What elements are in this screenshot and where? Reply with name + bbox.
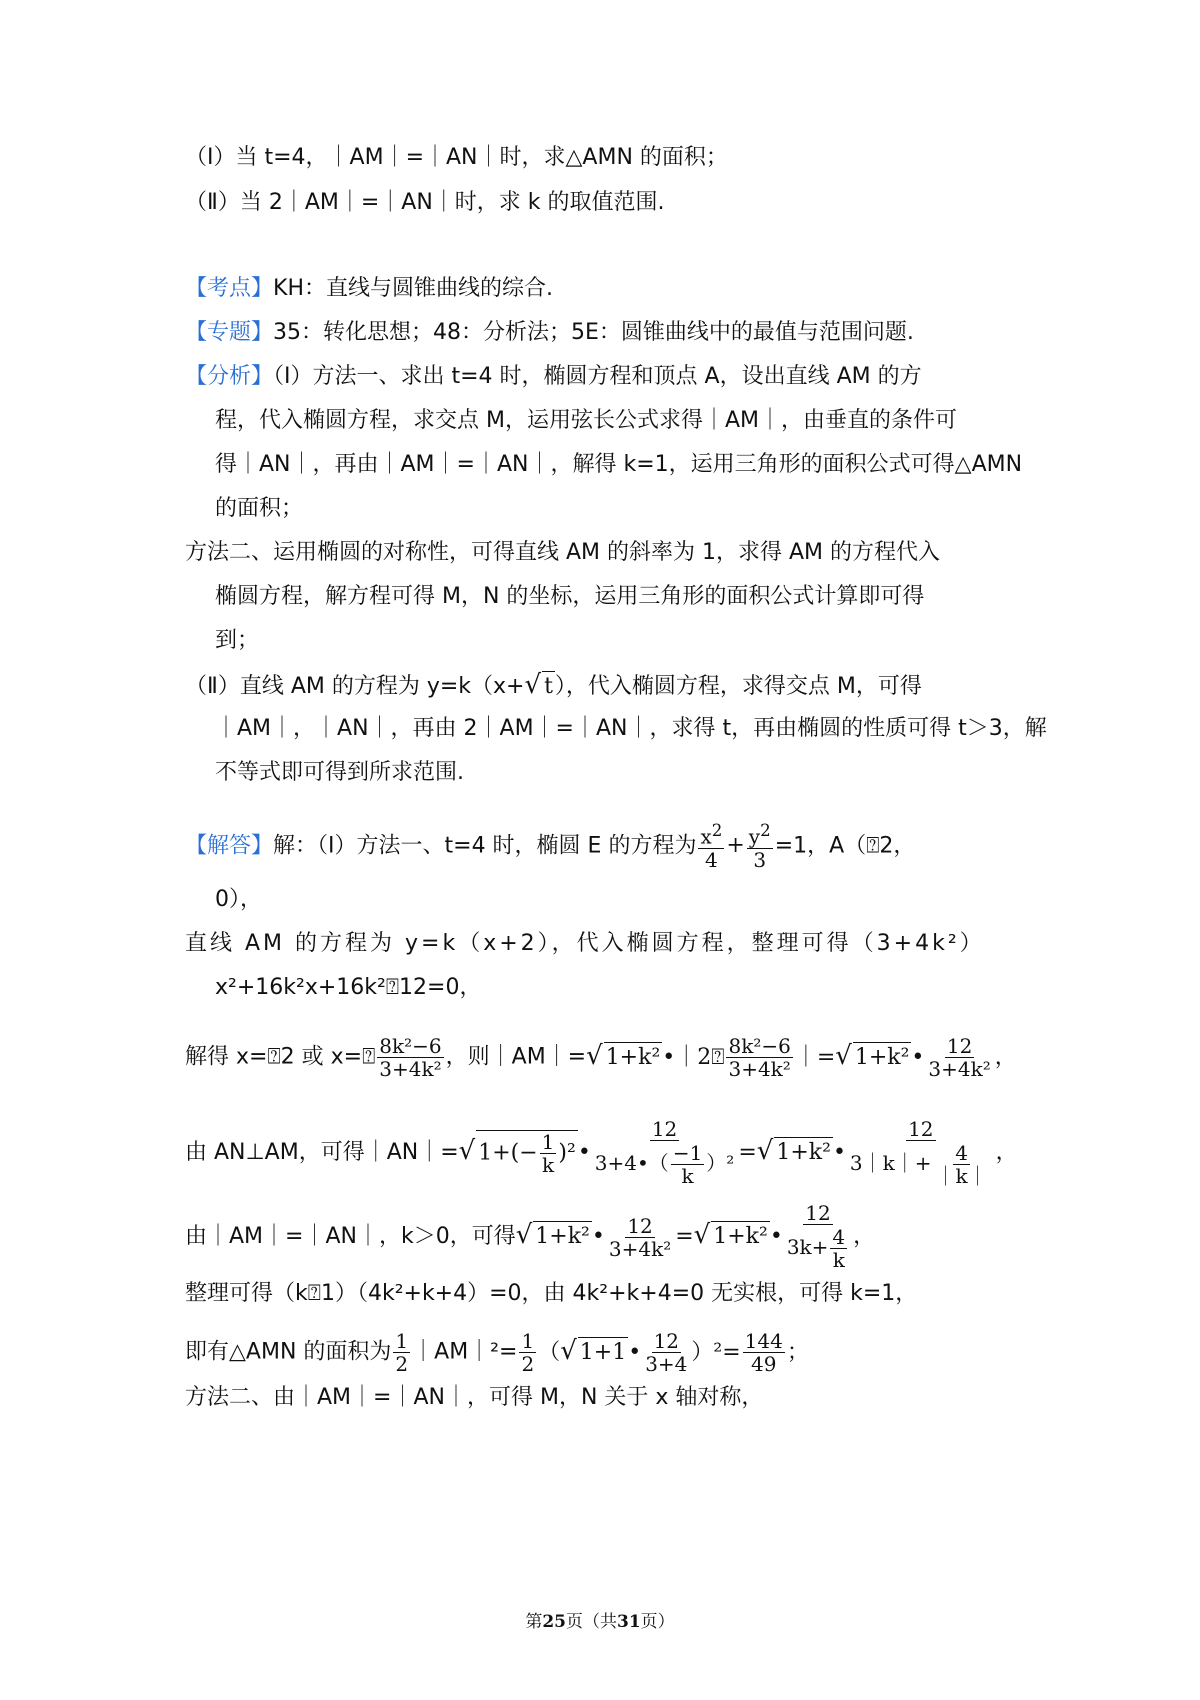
jieda-factor: 整理可得（k⍰1）（4k²+k+4）=0，由 4k²+k+4=0 无实根，可得 k=1， <box>185 1281 918 1306</box>
jieda-method-2: 方法二、由｜AM｜=｜AN｜，可得 M，N 关于 x 轴对称， <box>185 1385 764 1410</box>
zhuanti <box>185 318 914 348</box>
jieda-quad-eq: x²+16k²x+16k²⍰12=0， <box>215 975 482 1000</box>
jieda-solve-x: 解得 x=⍰2 或 x=⍰ $\frac{\text{8k²−6}}{\text{3+4k²}}$ ，则｜AM｜=√ 1+k²•｜2⍰ $\frac{\text{8k²−6}}{\text{3+4k²}}$ ｜=√ 1+k²• $\frac{12}{\text{3+4k²}}$ ， <box>185 1034 1017 1081</box>
jieda-eq-cond: 由｜AM｜=｜AN｜，k＞0，可得√ 1+k²• $\frac{12}{\text{3+4k²}}$ =√ 1+k²• 12 3k+ $\frac{4}{k}$ ， <box>185 1201 876 1272</box>
jieda-area: 即有△AMN 的面积为 $\frac{1}{2}$ ｜AM｜²= $\frac{1}{2}$ （√ 1+1• $\frac{12}{3+4}$ ）²= $\frac{144}{49}$ ； <box>185 1329 809 1376</box>
problem-part-1: （Ⅰ）当 t=4，｜AM｜=｜AN｜时，求△AMN 的面积； <box>185 145 728 170</box>
fenxi-line-5: 方法二、运用椭圆的对称性，可得直线 AM 的斜率为 1，求得 AM 的方程代入 <box>185 540 941 565</box>
fenxi-line-10: 不等式即可得到所求范围. <box>215 760 464 785</box>
jieda-label: 【解答】 <box>185 833 274 859</box>
page-number: 25 <box>542 1612 566 1632</box>
page-total: 31 <box>617 1612 641 1632</box>
problem-part-2: （Ⅱ）当 2｜AM｜=｜AN｜时，求 k 的取值范围. <box>185 190 665 215</box>
fenxi-line-1: 【分析】（Ⅰ）方法一、求出 t=4 时，椭圆方程和顶点 A，设出直线 AM 的方 <box>185 364 922 389</box>
jieda-line-1: 【解答】解：（Ⅰ）方法一、t=4 时，椭圆 E 的方程为 $\frac{x^2}{4}$ + $\frac{y^2}{3}$ =1，A（⍰2， <box>185 821 916 872</box>
page-footer: 第25页（共31页） <box>525 1612 675 1632</box>
jieda-perp: 由 AN⊥AM，可得｜AN｜=√ 1+(− $\frac{1}{k}$ )²• 12 3+4•（ $\frac{-1}{k}$ ）² =√ 1+k²• 12 3｜k｜+ $\frac{4}{|k|}$ ， <box>185 1117 1018 1188</box>
fenxi-line-3: 得｜AN｜，再由｜AM｜=｜AN｜，解得 k=1，运用三角形的面积公式可得△AMN <box>215 452 1023 477</box>
fenxi-line-4: 的面积； <box>215 496 304 521</box>
jieda-line-am: 直线 AM 的方程为 y=k（x+2），代入椭圆方程，整理可得（3+4k²） <box>185 931 985 956</box>
fenxi-line-8: （Ⅱ）直线 AM 的方程为 y=k（x+√ t），代入椭圆方程，求得交点 M，可得 <box>185 670 922 700</box>
jieda-point-a: 0）， <box>215 887 262 912</box>
zhuanti-label: 【专题】 <box>185 320 274 345</box>
fenxi-line-7: 到； <box>215 628 260 653</box>
sqrt-t: √ t <box>524 670 553 700</box>
fenxi-line-6: 椭圆方程，解方程可得 M，N 的坐标，运用三角形的面积公式计算即可得 <box>215 584 925 609</box>
fenxi-line-2: 程，代入椭圆方程，求交点 M，运用弦长公式求得｜AM｜，由垂直的条件可 <box>215 408 958 433</box>
fenxi-label: 【分析】 <box>185 364 274 389</box>
ellipse-eq: $\frac{x^2}{4}$ + $\frac{y^2}{3}$ <box>700 821 771 872</box>
kaodian-label: 【考点】 <box>185 276 274 301</box>
kaodian <box>185 274 553 304</box>
fenxi-line-9: ｜AM｜，｜AN｜，再由 2｜AM｜=｜AN｜，求得 t，再由椭圆的性质可得 t＞3，解 <box>215 716 1047 741</box>
zhuanti-text: 35：转化思想；48：分析法；5E：圆锥曲线中的最值与范围问题. <box>273 320 914 345</box>
kaodian-text: KH：直线与圆锥曲线的综合. <box>273 276 553 301</box>
